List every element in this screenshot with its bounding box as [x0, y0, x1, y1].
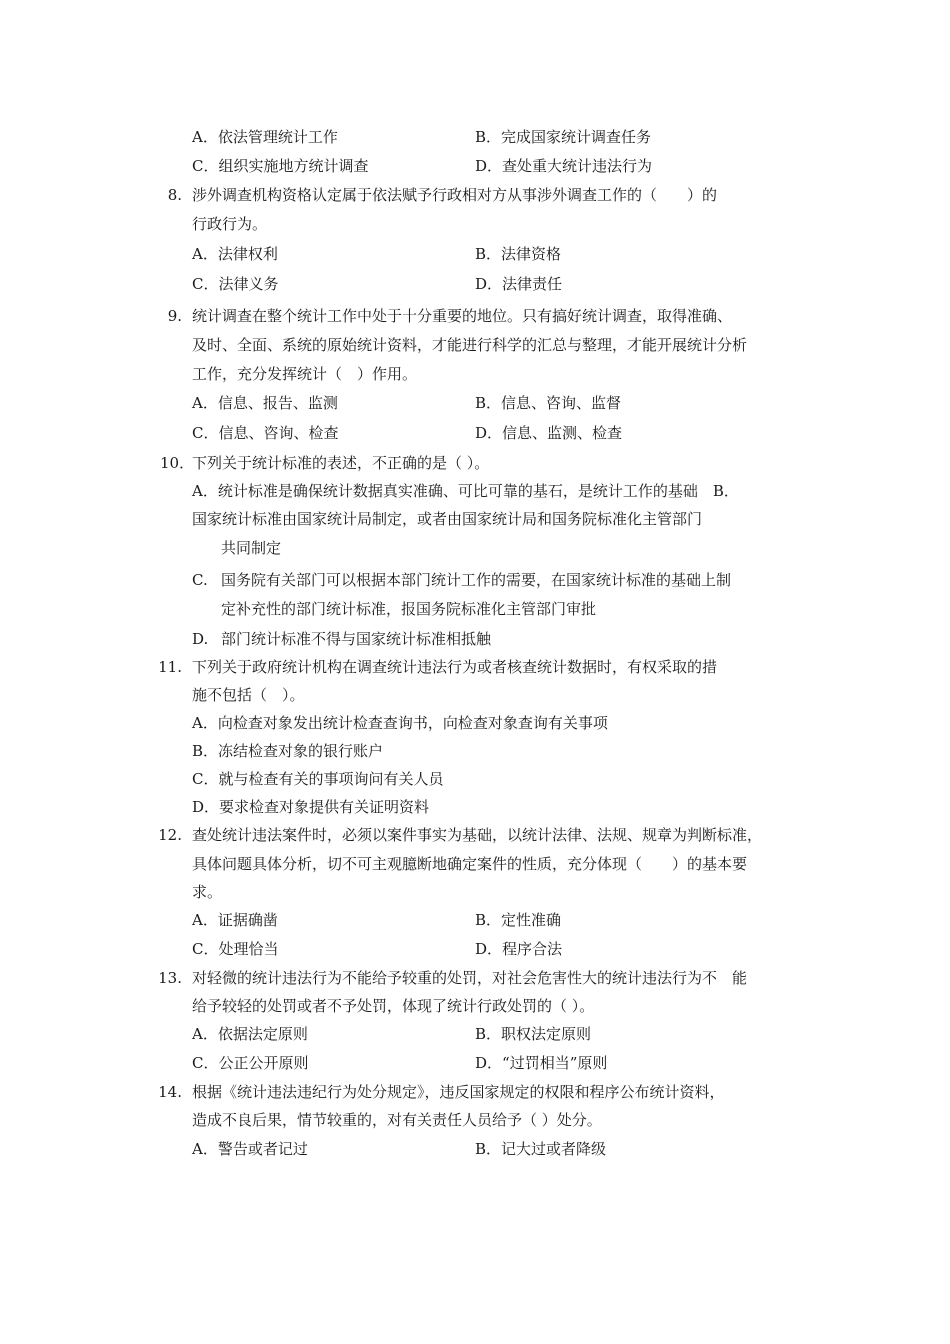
q12-option-a: A．证据确凿 — [192, 911, 278, 929]
q13-option-a: A．依据法定原则 — [192, 1025, 308, 1043]
q13-option-c: C．公正公开原则 — [192, 1054, 309, 1072]
q14-stem-line1: 根据《统计违法违纪行为处分规定》，违反国家规定的权限和程序公布统计资料， — [192, 1083, 725, 1101]
q9-number: 9. — [167, 307, 182, 325]
q11-stem-line2: 施不包括（ ）。 — [192, 686, 305, 704]
q10-option-c-line2: 定补充性的部门统计标准，报国务院标准化主管部门审批 — [221, 600, 597, 618]
q10-number: 10． — [160, 454, 195, 472]
q10-option-d-letter: D. — [192, 630, 209, 648]
q9-option-b: B．信息、咨询、监督 — [475, 394, 622, 412]
q13-stem-line1: 对轻微的统计违法行为不能给予较重的处罚，对社会危害性大的统计违法行为不 能 — [192, 969, 748, 987]
q12-option-c: C．处理恰当 — [192, 940, 279, 958]
q11-option-b: B．冻结检查对象的银行账户 — [192, 742, 384, 760]
q13-number: 13. — [158, 969, 182, 987]
q10-option-a-line: A．统计标准是确保统计数据真实准确、可比可靠的基石，是统计工作的基础 B． — [192, 482, 739, 500]
q13-stem-line2: 给予较轻的处罚或者不予处罚，体现了统计行政处罚的（ ）。 — [192, 997, 595, 1015]
q9-stem-line2: 及时、全面、系统的原始统计资料，才能进行科学的汇总与整理，才能开展统计分析 — [192, 336, 748, 354]
q7-option-d: D．查处重大统计违法行为 — [475, 157, 653, 175]
q9-stem-line1: 统计调查在整个统计工作中处于十分重要的地位。只有搞好统计调查，取得准确、 — [192, 307, 733, 325]
q13-option-d: D．“过罚相当”原则 — [475, 1054, 608, 1072]
q10-option-c-line1: 国务院有关部门可以根据本部门统计工作的需要，在国家统计标准的基础上制 — [221, 571, 732, 589]
q10-option-c-letter: C. — [192, 571, 208, 589]
q10-stem: 下列关于统计标准的表述，不正确的是（ ）。 — [192, 454, 490, 472]
q12-stem-line3: 求。 — [192, 883, 223, 901]
q14-number: 14. — [158, 1083, 182, 1101]
q8-stem-line2: 行政行为。 — [192, 215, 268, 233]
q9-stem-line3: 工作，充分发挥统计（ ）作用。 — [192, 365, 418, 383]
q14-option-a: A．警告或者记过 — [192, 1140, 308, 1158]
q11-stem-line1: 下列关于政府统计机构在调查统计违法行为或者核查统计数据时，有权采取的措 — [192, 658, 718, 676]
q12-option-d: D．程序合法 — [475, 940, 563, 958]
q9-option-a: A．信息、报告、监测 — [192, 394, 338, 412]
q13-option-b: B．职权法定原则 — [475, 1025, 592, 1043]
q9-option-d: D．信息、监测、检查 — [475, 424, 623, 442]
q12-stem-line2: 具体问题具体分析，切不可主观臆断地确定案件的性质，充分体现（ ）的基本要 — [192, 855, 748, 873]
q11-number: 11. — [158, 658, 182, 676]
q8-option-c: C．法律义务 — [192, 275, 279, 293]
q11-option-d: D．要求检查对象提供有关证明资料 — [192, 798, 430, 816]
q7-option-c: C．组织实施地方统计调查 — [192, 157, 369, 175]
q8-option-b: B．法律资格 — [475, 245, 562, 263]
q8-number: 8. — [167, 186, 182, 204]
q7-option-b: B．完成国家统计调查任务 — [475, 128, 652, 146]
q14-option-b: B．记大过或者降级 — [475, 1140, 607, 1158]
q11-option-a: A．向检查对象发出统计检查查询书，向检查对象查询有关事项 — [192, 714, 608, 732]
q8-stem-line1: 涉外调查机构资格认定属于依法赋予行政相对方从事涉外调查工作的（ ）的 — [192, 186, 718, 204]
q10-option-b-line2: 共同制定 — [221, 539, 282, 557]
q8-option-a: A．法律权利 — [192, 245, 278, 263]
q8-option-d: D．法律责任 — [475, 275, 563, 293]
q10-option-d-line: 部门统计标准不得与国家统计标准相抵触 — [221, 630, 492, 648]
q10-option-b-line1: 国家统计标准由国家统计局制定，或者由国家统计局和国务院标准化主管部门 — [192, 510, 703, 528]
q11-option-c: C．就与检查有关的事项询问有关人员 — [192, 770, 444, 788]
q12-option-b: B．定性准确 — [475, 911, 562, 929]
q14-stem-line2: 造成不良后果，情节较重的，对有关责任人员给予（ ）处分。 — [192, 1111, 602, 1129]
q12-stem-line1: 查处统计违法案件时，必须以案件事实为基础，以统计法律、法规、规章为判断标准， — [192, 826, 763, 844]
q7-option-a: A．依法管理统计工作 — [192, 128, 338, 146]
q12-number: 12. — [158, 826, 182, 844]
q9-option-c: C．信息、咨询、检查 — [192, 424, 339, 442]
